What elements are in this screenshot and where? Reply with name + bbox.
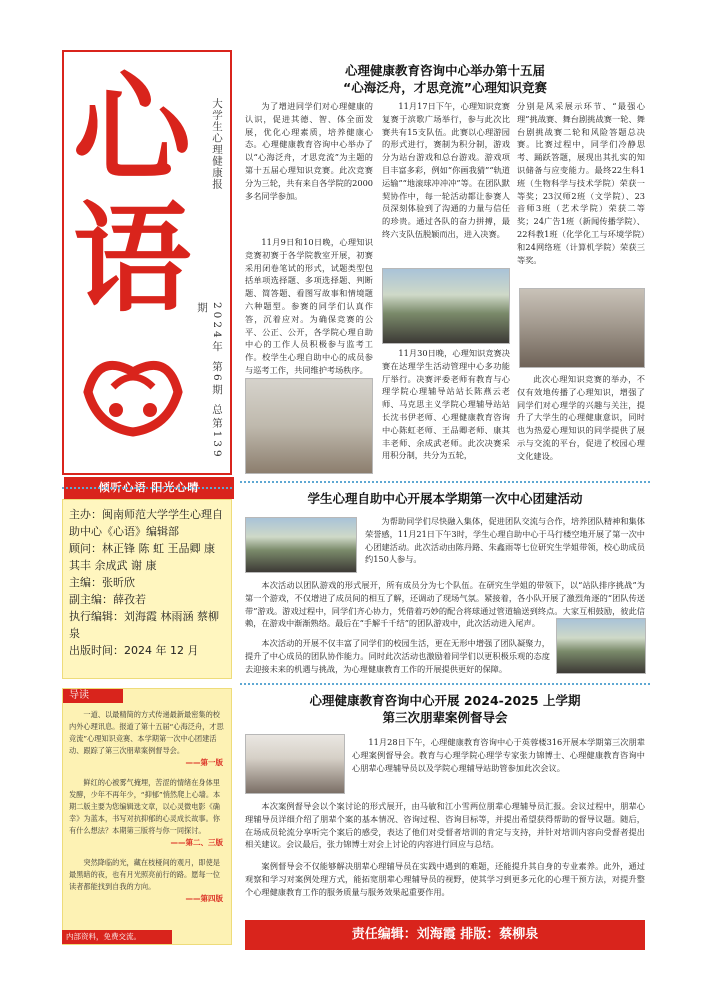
guide-label: 导读 [63, 689, 123, 703]
guide-box [62, 688, 232, 945]
article3-p3: 案例督导会不仅能够解决朋辈心理辅导员在实践中遇到的难题，还能提升其自身的专业素养。此外，通过观察和学习对案例处理方式，能拓宽朋辈心理辅导员的视野，使其学习到更多元化的心理干预方法，对提升整个心理健康教育工作的服务质量与服务效果起重要作用。 [245, 861, 645, 897]
heart-swirl-icon [78, 332, 188, 442]
article3-title [245, 692, 645, 726]
advisors-line: 顾问：林正锋 陈 虹 王品卿 康其丰 余成武 谢 康 [69, 542, 215, 572]
article3-title-line1: 心理健康教育咨询中心开展 2024-2025 上学期 [309, 693, 581, 708]
exec-editor-line: 执行编辑：刘海霞 林雨涵 蔡柳泉 [69, 610, 219, 640]
article3-p2: 本次案例督导会以个案讨论的形式展开，由马敏和江小雪两位朋辈心理辅导员汇报。会议过程中，朋辈心理辅导员详细介绍了朋辈个案的基本情况、咨询过程、咨询目标等，并提出希望获得帮助的督导议题。随后，在场成员轮流分享听完个案后的感受，表达了他们对受督者培训的肯定与支持，并针对培训内容向受督者提出相关建议。会议最后，张力锦博士对会上讨论的内容进行回应与总结。 [245, 801, 645, 850]
photo-team-activity [245, 517, 357, 573]
pubdate-line: 出版时间：2024 年 12 月 [69, 644, 199, 657]
divider [240, 481, 650, 483]
divider [240, 683, 650, 685]
article1-col3b: 此次心理知识竞赛的举办，不仅有效地传播了心理知识，增强了同学们对心理学的兴趣与关注，提升了大学生的心理健康意识，同时也为热爱心理知识的同学提供了展示与交流的平台，促进了校园心理文化建设。 [517, 374, 645, 461]
slogan-banner: 倾听心语 阳光心晴 [64, 477, 234, 499]
article1-col2: 11月17日下午，心理知识竞赛复赛于滨歌广场举行，参与此次比赛共有15支队伍。此赛以心理游园的形式进行，赛制为积分制，游戏分为站台游戏和总台游戏。游戏项目丰富多彩，例如“你画我猜”“轨道运输”“地滚球冲冲冲”等。在团队默契协作中，每一轮活动都让参赛人员深刻体验到了沟通的力量与信任的珍贵。通过各队的奋力拼搏，最终六支队伍脱颖而出，进入决赛。 [382, 101, 510, 239]
article3-p1: 11月28日下午，心理健康教育咨询中心于英蓉楼316开展本学期第三次朋辈心理案例督导会。教育与心理学院心理学专家张力锦博士、心理健康教育咨询中心朋辈心理辅导员以及学院心理辅导站助管参加此次会议。 [352, 737, 645, 773]
internal-note: 内部资料，免费交流。 [62, 930, 172, 944]
vertical-issue-date: 2024年 第6期 总第139期 [196, 302, 223, 460]
host-line: 主办：闽南师范大学学生心理自助中心《心语》编辑部 [69, 508, 223, 538]
article1-col1b: 11月9日和10日晚，心理知识竞赛初赛于各学院教室开展，初赛采用闭卷笔试的形式，试题类型包括单项选择题、多项选择题、判断题、简答题、看图写故事和情境题六种题型。参赛的同学们认真作答，沉着应对。为确保竞赛的公平、公正、公开，各学院心理自助中心的工作人员积极参与监考工作。校学生心理自助中心的成员参与巡考工作，共同维护考场秩序。 [245, 237, 373, 375]
masthead [62, 50, 232, 494]
article2-p1: 为帮助同学们尽快融入集体，促进团队交流与合作，培养团队精神和集体荣誉感，11月21日下午3时，学生心理自助中心于马行楼空地开展了第一次中心团建活动。此次活动由陈丹路、朱鑫雨等七位研究生学姐带领，校心助成员约150人参与。 [365, 516, 645, 565]
article1-title [245, 62, 645, 96]
editor-line: 主编：张昕欣 [69, 576, 135, 589]
masthead-char-yu: 语 [72, 189, 191, 328]
photo-award-group [519, 288, 645, 368]
vertical-title: 大学生心理健康报 [211, 98, 223, 190]
article1-title-line2: “心海泛舟，才思竞流”心理知识竞赛 [343, 80, 547, 95]
guide-source: ——第二、三版 [170, 838, 223, 847]
guide-paragraph: 一道、以最精简的方式传递最新最密集的校内外心理讯息。报道了第十五届“心海泛舟，才思竞流”心理知识竞赛、本学期第一次中心团建活动、跟踪了第三次朋辈案例督导会。 [69, 710, 224, 755]
guide-source: ——第四版 [185, 894, 223, 903]
guide-paragraph: 鲜红的心被雾气掩埋，苦涩的情绪在身体里发酵，少年不再年少，“抑郁”悄然爬上心墙。本期二版主要为您编辑选文章，以心灵微电影《确幸》为蓝本，书写对抗抑郁的心灵成长故事。你有什么想法？本期第三版将与你一同探讨。 [69, 778, 221, 835]
article1-col1: 为了增进同学们对心理健康的认识，促进其德、智、体全面发展，优化心理素质，培养健康心态。心理健康教育咨询中心举办了以“心海泛舟，才思竞流”为主题的第十五届心理知识竞赛。此次竞赛分为三轮，共有来自各学院的2000多名同学参加。 [245, 101, 373, 201]
photo-group-outdoor [382, 268, 510, 344]
photo-exam-room [245, 378, 373, 474]
article1-col3: 分别是风采展示环节、“最强心理”挑战赛、舞台剧挑战赛一轮、舞台剧挑战赛二轮和风险答题总决赛。比赛过程中，同学们冷静思考、踊跃答题，展现出其扎实的知识储备与应变能力。最终22生科1班（生物科学与技术学院）荣获一等奖；23汉师2班（文学院）、23音师3班（艺术学院）荣获二等奖；24广告1班（新闻传播学院）、22科教1班（化学化工与环境学院）和24网络班（计算机学院）荣获三等奖。 [517, 101, 645, 265]
guide-paragraph: 突然降临的光，藏在枝桠间的观月，即使是最黑暗的夜，也有月光照亮前行的路。愿每一位读者都能找到自我的方向。 [69, 858, 220, 891]
divider [62, 487, 232, 489]
masthead-char-xin: 心 [72, 59, 191, 198]
article2-title: 学生心理自助中心开展本学期第一次中心团建活动 [307, 491, 583, 506]
article1-title-line1: 心理健康教育咨询中心举办第十五届 [344, 63, 545, 78]
footer-credits: 责任编辑：刘海霞 排版：蔡柳泉 [245, 920, 645, 950]
article2-p2: 本次活动以团队游戏的形式展开，所有成员分为七个队伍。在研究生学姐的带领下，以“站队排序挑战”为第一个游戏，不仅增进了成员间的相互了解，还调动了现场气氛。紧接着，各小队开展了激烈角逐的“团队传送带”游戏。游戏过程中，同学们齐心协力，凭借着巧妙的配合将球通过管道输送到终点。大家互相鼓励，彼此信赖，在游戏中渐渐熟络。最后在“手解千千结”的团队游戏中，此次活动进入尾声。 [245, 580, 645, 629]
article3-title-line2: 第三次朋辈案例督导会 [382, 710, 508, 725]
article2-p3: 本次活动的开展不仅丰富了同学们的校园生活，更在无形中增强了团队凝聚力，提升了中心成员的团队协作能力。同时此次活动也激励着同学们以更积极乐观的态度去迎接未来的机遇与挑战，为心理健康教育工作的开展提供更好的保障。 [245, 638, 550, 674]
editorial-info [62, 499, 232, 679]
guide-source: ——第一版 [185, 758, 223, 767]
photo-team-game [556, 618, 646, 674]
photo-supervision-meeting [245, 734, 345, 794]
article1-col2b: 11月30日晚，心理知识竞赛决赛在达理学生活动管理中心多功能厅举行。决赛评委老师有教育与心理学院心理辅导站站长陈燕云老师、马克思主义学院心理辅导站站长沈书伊老师、心理健康教育咨询中心陈虹老师、王品卿老师、康其丰老师、余成武老师。此次决赛采用积分制，共分为五轮， [382, 348, 510, 461]
deputy-editor-line: 副主编：薛孜若 [69, 593, 146, 606]
